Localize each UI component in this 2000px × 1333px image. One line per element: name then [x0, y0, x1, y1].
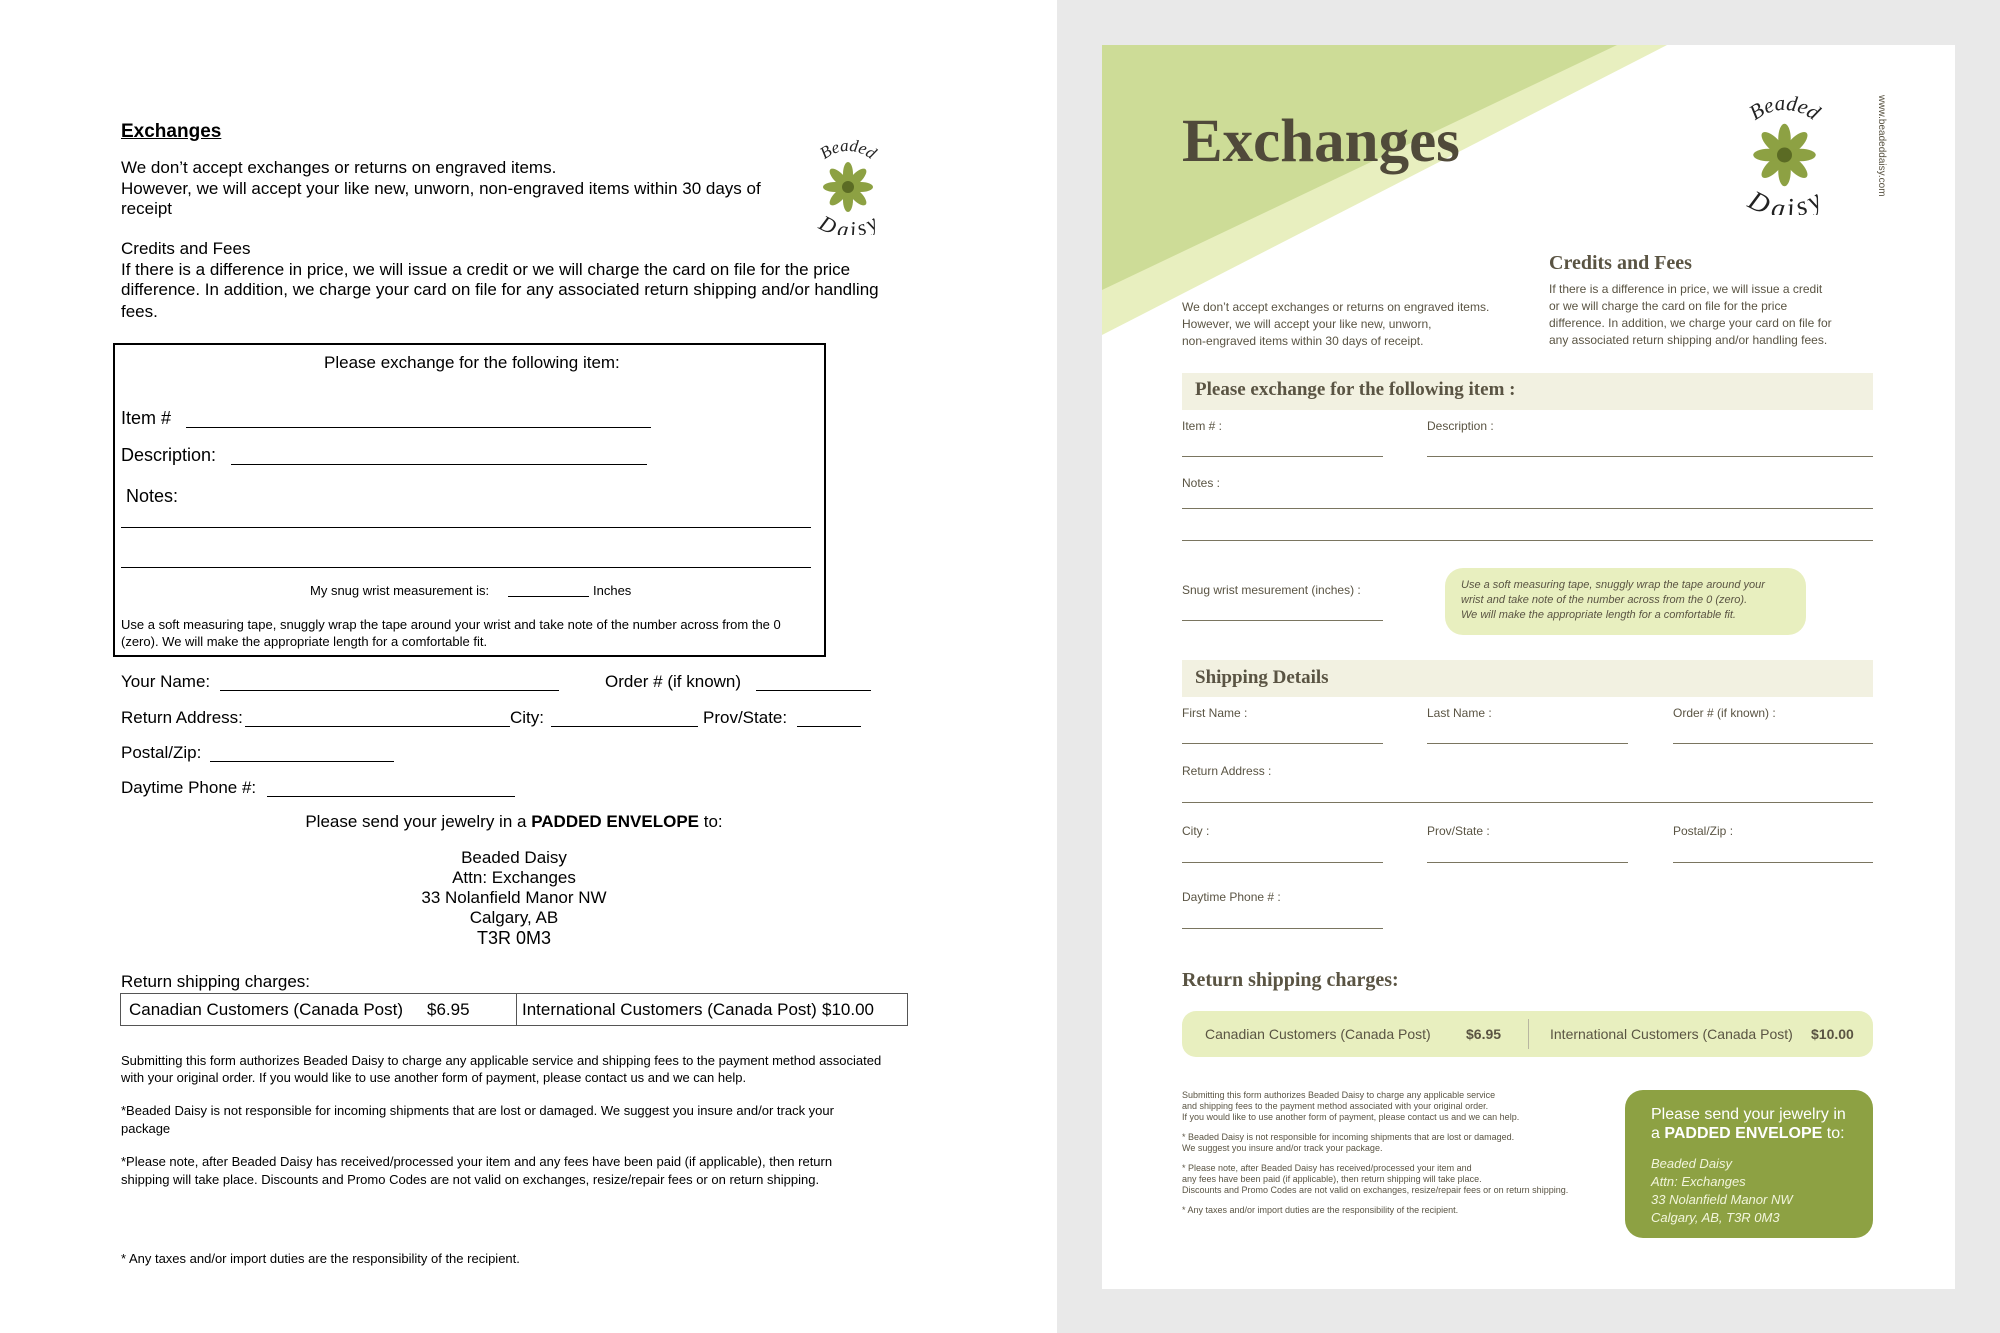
- postal-field[interactable]: [1673, 862, 1873, 863]
- legal-line: Submitting this form authorizes Beaded Daisy to charge any applicable service and shipping fees to the payment method associated: [121, 1053, 882, 1068]
- send-instruction: Please send your jewelry in a PADDED ENVELOPE to:: [305, 812, 723, 831]
- shipping-charges-title: Return shipping charges:: [1182, 969, 1399, 991]
- credits-line: fees.: [121, 302, 158, 321]
- legal-line: *Please note, after Beaded Daisy has received/processed your item and any fees have been paid (if applicable), then return: [121, 1154, 833, 1169]
- city-field[interactable]: [551, 726, 698, 727]
- prov-field[interactable]: [1427, 862, 1628, 863]
- item-field[interactable]: [186, 427, 651, 428]
- page-title: Exchanges: [121, 121, 222, 142]
- phone-label: Daytime Phone #:: [121, 778, 257, 797]
- your-name-field[interactable]: [220, 690, 559, 691]
- legal-line: package: [121, 1121, 171, 1136]
- intro-line: However, we will accept your like new, unworn, non-engraved items within 30 days of: [121, 179, 761, 198]
- logo-text-top: Beaded: [816, 135, 880, 163]
- logo-text-bottom: Daisy: [815, 209, 882, 235]
- ship-ca-label: Canadian Customers (Canada Post): [1205, 1026, 1431, 1042]
- svg-text:Daisy: [814, 210, 882, 235]
- svg-text:Beaded: [816, 136, 880, 163]
- exchange-item-box: [113, 343, 826, 657]
- item-field[interactable]: [1182, 456, 1383, 457]
- description-field[interactable]: [1427, 456, 1873, 457]
- send-instruction: a PADDED ENVELOPE to:: [1651, 1125, 1845, 1142]
- mailing-address-line: Calgary, AB: [469, 908, 559, 927]
- mailing-address-line: Beaded Daisy: [461, 848, 567, 867]
- wrist-help-box: [1445, 568, 1806, 635]
- ship-intl-price: $10.00: [1811, 1026, 1854, 1042]
- order-field[interactable]: [756, 690, 871, 691]
- return-address-label: Return Address :: [1182, 764, 1272, 778]
- mailing-address-line: Attn: Exchanges: [452, 868, 576, 887]
- prov-field[interactable]: [797, 726, 861, 727]
- svg-text:Daisy: [1743, 183, 1828, 215]
- credits-line: or we will charge the card on file for the price: [1549, 299, 1788, 313]
- return-address-field[interactable]: [245, 726, 510, 727]
- ship-ca-price: $6.95: [1466, 1026, 1502, 1042]
- legal-line: Discounts and Promo Codes are not valid on exchanges, resize/repair fees or on return shipping.: [1182, 1185, 1569, 1195]
- intro-line: receipt: [121, 199, 173, 218]
- legal-line: with your original order. If you would like to use another form of payment, please contact us and we can help.: [121, 1070, 747, 1085]
- notes-field-line[interactable]: [1182, 508, 1873, 509]
- wrist-label: Snug wrist mesurement (inches) :: [1182, 583, 1361, 597]
- credits-title: Credits and Fees: [1549, 252, 1692, 274]
- logo-text-top: Beaded: [1744, 90, 1825, 125]
- wrist-field[interactable]: [1182, 620, 1383, 621]
- shipping-charges-title: Return shipping charges:: [121, 972, 311, 991]
- intro-line: We don’t accept exchanges or returns on engraved items.: [121, 158, 557, 177]
- credits-line: difference. In addition, we charge your card on file for any associated return shipping and/or handling: [121, 280, 879, 299]
- description-label: Description :: [1427, 419, 1494, 433]
- exchange-section-band: [1182, 373, 1873, 410]
- intro-line: However, we will accept your like new, unworn,: [1182, 317, 1432, 331]
- credits-line: difference. In addition, we charge your card on file for: [1549, 316, 1832, 330]
- shipping-section-title: Shipping Details: [1195, 667, 1329, 688]
- beaded-daisy-logo: [798, 135, 898, 235]
- website-url[interactable]: www.beadeddaisy.com: [1876, 95, 1887, 197]
- mailing-address-line: Beaded Daisy: [1651, 1156, 1732, 1171]
- shipping-charges-pill: [1182, 1011, 1873, 1057]
- credits-line: If there is a difference in price, we will issue a credit or we will charge the card on file for the price: [121, 260, 851, 279]
- notes-label: Notes :: [1182, 476, 1221, 490]
- mailing-address-line: T3R 0M3: [476, 928, 552, 948]
- legal-line: any fees have been paid (if applicable), then return shipping will take place.: [1182, 1174, 1482, 1184]
- legal-line: * Beaded Daisy is not responsible for incoming shipments that are lost or damaged.: [1182, 1132, 1515, 1142]
- legal-line: We suggest you insure and/or track your package.: [1182, 1143, 1383, 1153]
- first-name-label: First Name :: [1182, 706, 1248, 720]
- first-name-field[interactable]: [1182, 743, 1383, 744]
- phone-field[interactable]: [267, 796, 515, 797]
- order-label: Order # (if known): [605, 672, 742, 691]
- notes-label: Notes:: [126, 486, 179, 506]
- last-name-field[interactable]: [1427, 743, 1628, 744]
- legal-line: * Any taxes and/or import duties are the responsibility of the recipient.: [1182, 1205, 1459, 1215]
- return-address-label: Return Address:: [121, 708, 243, 727]
- wrist-help-line: Use a soft measuring tape, snuggly wrap the tape around your wrist and take note of the number across from the 0: [121, 617, 781, 632]
- ship-intl-price: $10.00: [822, 1000, 874, 1019]
- postal-field[interactable]: [210, 761, 394, 762]
- legal-line: * Please note, after Beaded Daisy has received/processed your item and: [1182, 1163, 1472, 1173]
- credits-line: any associated return shipping and/or handling fees.: [1549, 333, 1828, 347]
- credits-title: Credits and Fees: [121, 239, 251, 258]
- mailing-address-line: 33 Nolanfield Manor NW: [1651, 1192, 1793, 1207]
- postal-label: Postal/Zip:: [121, 743, 202, 762]
- logo-text-bottom: Daisy: [1743, 183, 1827, 215]
- description-label: Description:: [121, 445, 217, 465]
- description-field[interactable]: [231, 464, 647, 465]
- last-name-label: Last Name :: [1427, 706, 1492, 720]
- ship-intl-label: International Customers (Canada Post): [1550, 1026, 1793, 1042]
- send-to-box: [1625, 1090, 1873, 1238]
- item-label: Item #: [121, 408, 172, 428]
- pill-divider: [1528, 1019, 1529, 1049]
- order-label: Order # (if known) :: [1673, 706, 1776, 720]
- table-divider: [516, 994, 517, 1025]
- shipping-charges-table: [120, 993, 908, 1026]
- legal-line: If you would like to use another form of payment, please contact us and we can help.: [1182, 1112, 1520, 1122]
- wrist-help-line: We will make the appropriate length for a comfortable fit.: [1461, 609, 1736, 621]
- mailing-address-line: Attn: Exchanges: [1651, 1174, 1746, 1189]
- shipping-section-band: [1182, 660, 1873, 697]
- your-name-label: Your Name:: [121, 672, 211, 691]
- ship-ca-label: Canadian Customers (Canada Post): [129, 1000, 404, 1019]
- svg-text:Beaded: [1745, 91, 1825, 125]
- return-address-field[interactable]: [1182, 802, 1873, 803]
- legal-line: * Any taxes and/or import duties are the responsibility of the recipient.: [121, 1251, 520, 1266]
- ship-intl-label: International Customers (Canada Post): [522, 1000, 817, 1019]
- item-label: Item # :: [1182, 419, 1223, 433]
- legal-line: shipping will take place. Discounts and Promo Codes are not valid on exchanges, resize/repair fees or on return shipping.: [121, 1172, 820, 1187]
- legal-line: Submitting this form authorizes Beaded Daisy to charge any applicable service: [1182, 1090, 1496, 1100]
- city-field[interactable]: [1182, 862, 1383, 863]
- notes-field-line[interactable]: [121, 567, 811, 568]
- wrist-field[interactable]: [508, 596, 589, 597]
- phone-label: Daytime Phone # :: [1182, 890, 1281, 904]
- wrist-help-line: wrist and take note of the number across from the 0 (zero).: [1461, 594, 1748, 606]
- city-label: City:: [510, 708, 544, 727]
- intro-line: non-engraved items within 30 days of receipt.: [1182, 334, 1424, 348]
- order-field[interactable]: [1673, 743, 1873, 744]
- styled-form-page: [1102, 45, 1955, 1289]
- notes-field-line[interactable]: [121, 527, 811, 528]
- wrist-help-line: Use a soft measuring tape, snuggly wrap the tape around your: [1461, 579, 1765, 591]
- mailing-address-line: 33 Nolanfield Manor NW: [421, 888, 607, 907]
- styled-page-title: Exchanges: [1182, 108, 1460, 175]
- credits-line: If there is a difference in price, we will issue a credit: [1549, 282, 1823, 296]
- prov-label: Prov/State :: [1427, 824, 1490, 838]
- legal-line: *Beaded Daisy is not responsible for incoming shipments that are lost or damaged. We suggest you insure and/or track your: [121, 1103, 834, 1118]
- wrist-unit: Inches: [593, 583, 632, 598]
- city-label: City :: [1182, 824, 1210, 838]
- beaded-daisy-logo: [1722, 90, 1847, 215]
- postal-label: Postal/Zip :: [1673, 824, 1734, 838]
- intro-line: We don’t accept exchanges or returns on engraved items.: [1182, 300, 1490, 314]
- prov-label: Prov/State:: [703, 708, 788, 727]
- legal-line: and shipping fees to the payment method associated with your original order.: [1182, 1101, 1489, 1111]
- phone-field[interactable]: [1182, 928, 1383, 929]
- wrist-label: My snug wrist measurement is:: [310, 583, 490, 598]
- send-instruction: Please send your jewelry in: [1651, 1106, 1846, 1123]
- wrist-help-line: (zero). We will make the appropriate length for a comfortable fit.: [121, 634, 488, 649]
- ship-ca-price: $6.95: [427, 1000, 470, 1019]
- notes-field-line[interactable]: [1182, 540, 1873, 541]
- exchange-box-title: Please exchange for the following item:: [324, 353, 620, 372]
- exchange-section-title: Please exchange for the following item :: [1195, 379, 1516, 400]
- mailing-address-line: Calgary, AB, T3R 0M3: [1651, 1210, 1780, 1225]
